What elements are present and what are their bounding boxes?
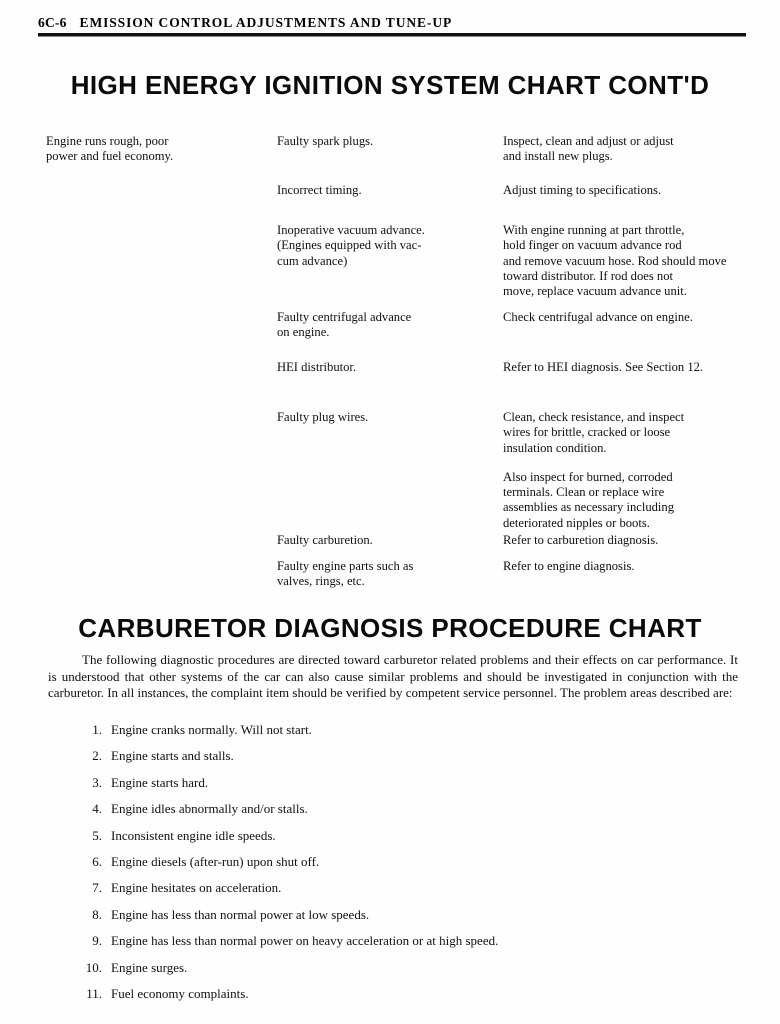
problem-area-text: Engine surges. [111, 959, 188, 975]
problem-areas-list [76, 722, 676, 1012]
problem-area-item [76, 801, 676, 827]
chart-cell-cause: Faulty plug wires. [277, 410, 369, 424]
chart-cell-correction: Inspect, clean and adjust or adjust and install new plugs. [503, 134, 674, 164]
problem-area-number: 4. [92, 801, 102, 817]
problem-area-text: Engine starts hard. [111, 774, 209, 790]
chart-cell-correction: With engine running at part throttle, hold finger on vacuum advance rod and remove vacuum hose. Rod should move toward distributor. If rod does not move, replace vacuum advance unit. [503, 223, 727, 299]
chart-cell-cause: Faulty carburetion. [277, 533, 373, 547]
problem-area-item [76, 986, 676, 1012]
chart-cell-cause: Faulty engine parts such as valves, rings, etc. [277, 559, 414, 589]
chart-cell-correction: Check centrifugal advance on engine. [503, 310, 693, 324]
chart-cell-correction: Refer to carburetion diagnosis. [503, 533, 659, 547]
problem-area-text: Fuel economy complaints. [111, 985, 249, 1001]
running-head-title: EMISSION CONTROL ADJUSTMENTS AND TUNE-UP [79, 15, 453, 30]
chart-cell-condition: Engine runs rough, poor power and fuel economy. [46, 134, 174, 164]
chart-cell-correction: Adjust timing to specifications. [503, 183, 662, 197]
running-head [38, 14, 748, 32]
problem-area-item [76, 960, 676, 986]
problem-area-number: 2. [92, 748, 102, 764]
problem-area-item [76, 854, 676, 880]
chart-cell-cause: Faulty centrifugal advance on engine. [277, 310, 412, 340]
problem-area-text: Inconsistent engine idle speeds. [111, 827, 276, 843]
problem-area-number: 5. [92, 827, 102, 843]
problem-area-text: Engine diesels (after-run) upon shut off. [111, 853, 320, 869]
problem-area-item [76, 907, 676, 933]
problem-area-text: Engine cranks normally. Will not start. [111, 722, 312, 737]
problem-area-number: 7. [92, 880, 102, 896]
chart-cell-cause: Inoperative vacuum advance. (Engines equipped with vac- cum advance) [277, 223, 425, 268]
problem-area-item [76, 828, 676, 854]
problem-area-item [76, 775, 676, 801]
problem-area-number: 11. [86, 985, 102, 1001]
problem-area-number: 9. [92, 933, 102, 949]
chart-cell-cause: Faulty spark plugs. [277, 134, 374, 148]
page-folio: 6C-6 [38, 15, 67, 30]
chart-cell-cause: HEI distributor. [277, 360, 357, 374]
problem-area-number: 8. [92, 906, 102, 922]
hei-system-chart [0, 126, 780, 589]
problem-area-number: 1. [92, 722, 102, 737]
problem-area-item [76, 748, 676, 774]
problem-area-text: Engine idles abnormally and/or stalls. [111, 801, 308, 817]
heading-hei-chart: HIGH ENERGY IGNITION SYSTEM CHART CONT'D [70, 70, 710, 100]
chart-cell-cause: Incorrect timing. [277, 183, 362, 197]
problem-area-text: Engine has less than normal power on heavy acceleration or at high speed. [111, 933, 499, 949]
problem-area-item [76, 933, 676, 959]
problem-area-text: Engine hesitates on acceleration. [111, 880, 282, 896]
heading-carburetor-chart: CARBURETOR DIAGNOSIS PROCEDURE CHART [78, 613, 702, 643]
chart-cell-correction: Clean, check resistance, and inspect wires for brittle, cracked or loose insulation condition. Also inspect for burned, corroded terminals. Clean or replace wire assemblies as necessary including deteriorated nipples or boots. [503, 410, 685, 530]
problem-area-number: 10. [85, 959, 102, 975]
problem-area-number: 6. [92, 853, 102, 869]
carburetor-intro-paragraph: The following diagnostic procedures are directed toward carburetor related problems and their effects on car performance. It is understood that other systems of the car can also cause similar problems and should be investigated in conjunction with the carburetor. In all instances, the complaint item should be verified by competent service personnel. The problem areas described are: [48, 652, 738, 701]
running-head-rule [38, 33, 746, 36]
problem-area-text: Engine starts and stalls. [111, 748, 234, 764]
problem-area-item [76, 722, 676, 748]
chart-cell-correction: Refer to engine diagnosis. [503, 559, 635, 573]
problem-area-text: Engine has less than normal power at low speeds. [111, 906, 370, 922]
problem-area-item [76, 880, 676, 906]
chart-cell-correction: Refer to HEI diagnosis. See Section 12. [503, 360, 704, 374]
problem-area-number: 3. [92, 774, 102, 790]
